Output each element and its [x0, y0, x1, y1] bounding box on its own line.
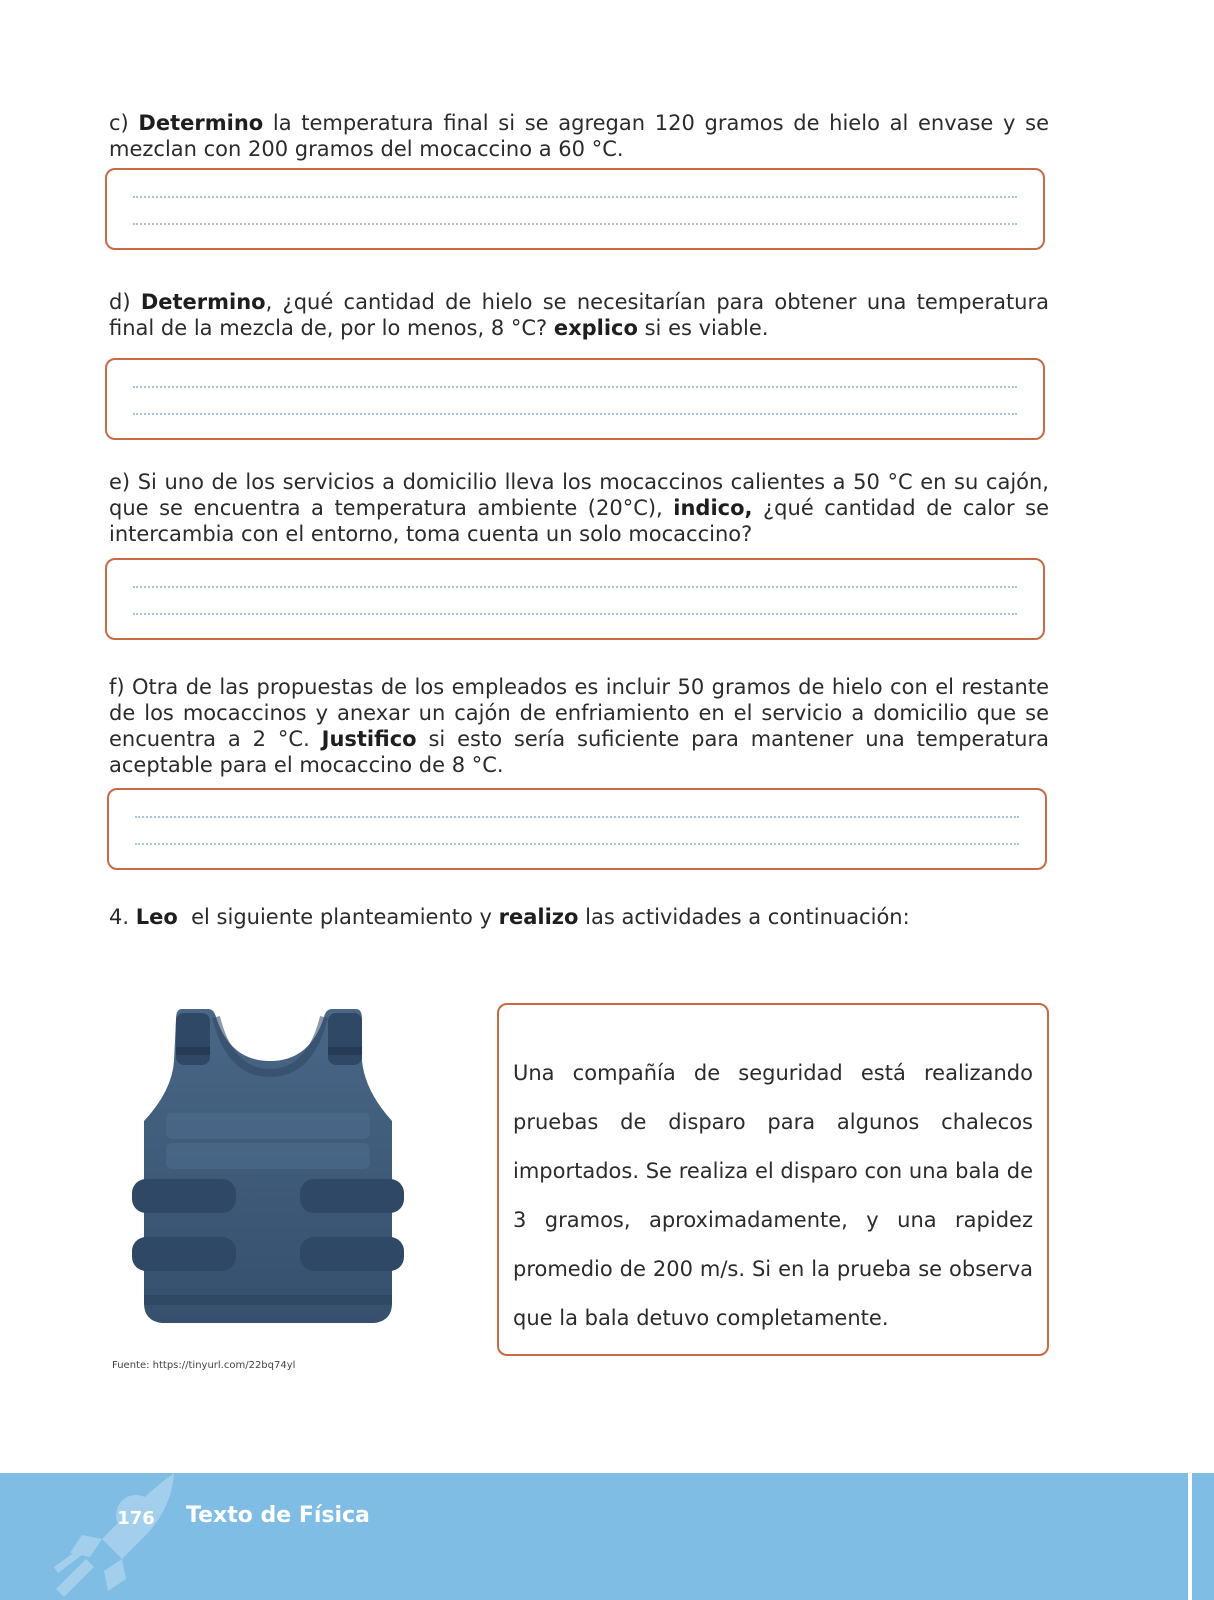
question-c	[109, 110, 1049, 162]
question-c-text: la temperatura final si se agregan 120 gramos de hielo al envase y se mezclan con 200 gramos del mocaccino a 60 °C.	[109, 111, 1049, 161]
question-d-verb: Determino	[140, 290, 266, 314]
section-4-heading	[109, 904, 1049, 930]
question-f-text: f) Otra de las propuestas de los empleados es incluir 50 gramos de hielo con el restante de los mocaccinos y anexar un cajón de enfriamiento en el servicio a domicilio que se encuentra a 2 °C.	[109, 675, 1049, 751]
answer-line	[135, 816, 1019, 818]
answer-line	[133, 413, 1017, 415]
question-e-verb: indico,	[673, 496, 753, 520]
page-number: 176	[117, 1508, 155, 1529]
answer-line	[135, 843, 1019, 845]
question-e-text-end: ¿qué cantidad de calor se intercambia con el entorno, toma cuenta un solo mocaccino?	[109, 496, 1050, 546]
section-4-verb1: Leo	[135, 905, 178, 929]
question-d-verb2: explico	[553, 316, 638, 340]
answer-line	[133, 223, 1017, 225]
vest-image	[130, 1003, 405, 1333]
footer-edge-strip	[1188, 1473, 1192, 1600]
section-4-verb2: realizo	[498, 905, 579, 929]
answer-line	[133, 196, 1017, 198]
story-box	[497, 1003, 1049, 1356]
section-4-text: el siguiente planteamiento y	[177, 905, 499, 929]
section-4-number: 4.	[109, 905, 136, 929]
section-4-text-end: las actividades a continuación:	[578, 905, 910, 929]
question-c-verb: Determino	[138, 111, 264, 135]
question-e	[109, 469, 1049, 547]
answer-line	[133, 613, 1017, 615]
question-e-text: e) Si uno de los servicios a domicilio lleva los mocaccinos calientes a 50 °C en su cajón, que se encuentra a temperatura ambiente (20°C),	[109, 470, 1049, 520]
answer-line	[133, 386, 1017, 388]
question-d-prefix: d)	[109, 290, 141, 314]
question-d	[109, 289, 1049, 341]
question-f	[109, 674, 1049, 778]
story-text: Una compañía de seguridad está realizando pruebas de disparo para algunos chalecos importados. Se realiza el disparo con una bala de 3 gramos, aproximadamente, y una rapidez promedio de 200 m/s. Si en la prueba se observa que la bala detuvo completamente.	[513, 1061, 1033, 1330]
answer-box-e[interactable]	[105, 558, 1045, 640]
answer-line	[133, 586, 1017, 588]
footer-title: Texto de Física	[186, 1503, 370, 1528]
rocket-icon	[52, 1473, 192, 1600]
answer-box-d[interactable]	[105, 358, 1045, 440]
answer-box-f[interactable]	[107, 788, 1047, 870]
question-d-text-end: si es viable.	[637, 316, 769, 340]
question-c-prefix: c)	[109, 111, 139, 135]
image-source: Fuente: https://tinyurl.com/22bq74yl	[112, 1360, 296, 1371]
answer-box-c[interactable]	[105, 168, 1045, 250]
question-d-text: , ¿qué cantidad de hielo se necesitarían para obtener una temperatura final de la mezcla de, por lo menos, 8 °C?	[109, 290, 1049, 340]
question-f-text-end: si esto sería suficiente para mantener una temperatura aceptable para el mocaccino de 8 °C.	[109, 727, 1049, 777]
question-f-verb: Justifico	[321, 727, 417, 751]
